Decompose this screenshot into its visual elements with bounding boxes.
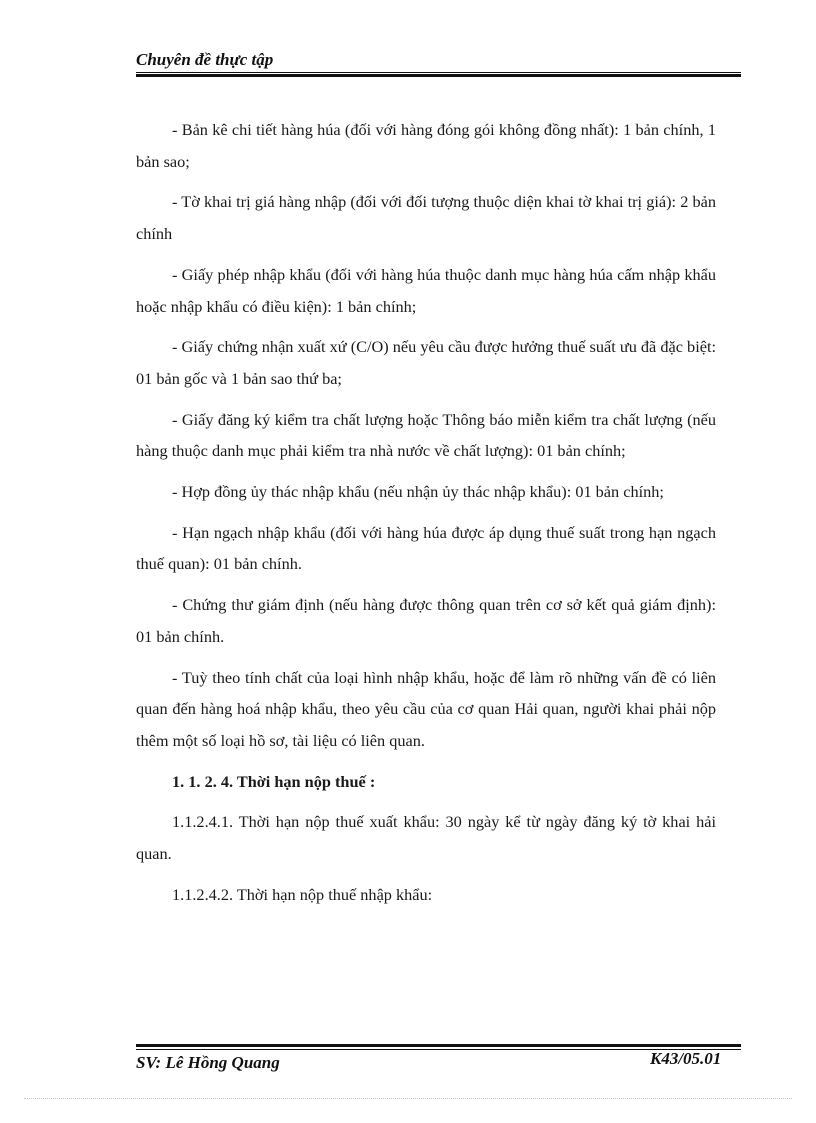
paragraph-entrustment-contract: - Hợp đồng ủy thác nhập khẩu (nếu nhận ủy thác nhập khẩu): 01 bản chính; bbox=[172, 482, 664, 502]
header-rule-thin bbox=[136, 72, 741, 73]
paragraph-additional-documents: - Tuỳ theo tính chất của loại hình nhập khẩu, hoặc để làm rõ những vấn đề có liên quan đến hàng hoá nhập khẩu, theo yêu cầu của cơ quan Hải quan, người khai phải nộp thêm một số loại hồ sơ, tài liệu có liên quan. bbox=[136, 667, 716, 750]
paragraph-import-license: - Giấy phép nhập khẩu (đối với hàng húa thuộc danh mục hàng húa cấm nhập khẩu hoặc nhập khẩu có điều kiện): 1 bản chính; bbox=[136, 264, 716, 316]
subsection-import-deadline: 1.1.2.4.2. Thời hạn nộp thuế nhập khẩu: bbox=[172, 884, 433, 904]
paragraph-value-declaration: - Tờ khai trị giá hàng nhập (đối với đối tượng thuộc diện khai tờ khai trị giá): 2 bản chính bbox=[136, 192, 716, 244]
subsection-export-deadline: 1.1.2.4.1. Thời hạn nộp thuế xuất khẩu: 30 ngày kể từ ngày đăng ký tờ khai hải quan. bbox=[136, 812, 716, 864]
paragraph-quality-inspection: - Giấy đăng ký kiểm tra chất lượng hoặc Thông báo miễn kiểm tra chất lượng (nếu hàng thuộc danh mục phải kiểm tra nhà nước về chất lượng): 01 bản chính; bbox=[136, 409, 716, 461]
footer-student-name: SV: Lê Hồng Quang bbox=[136, 1053, 280, 1072]
footer-rule-thick bbox=[136, 1044, 741, 1047]
page-bottom-dotted-line bbox=[24, 1098, 792, 1099]
page-header-title: Chuyên đề thực tập bbox=[136, 50, 274, 69]
document-body bbox=[136, 114, 716, 919]
paragraph-import-quota: - Hạn ngạch nhập khẩu (đối với hàng húa được áp dụng thuế suất trong hạn ngạch thuế quan): 01 bản chính. bbox=[136, 522, 716, 574]
section-heading: 1. 1. 2. 4. Thời hạn nộp thuế : bbox=[172, 771, 376, 791]
header-rule-thick bbox=[136, 74, 741, 77]
paragraph-inspection-certificate: - Chứng thư giám định (nếu hàng được thông quan trên cơ sở kết quả giám định): 01 bản chính. bbox=[136, 595, 716, 646]
footer-class-code: K43/05.01 bbox=[650, 1049, 722, 1068]
paragraph-certificate-of-origin: - Giấy chứng nhận xuất xứ (C/O) nếu yêu cầu được hưởng thuế suất ưu đã đặc biệt: 01 bản gốc và 1 bản sao thứ ba; bbox=[136, 337, 716, 388]
paragraph-item-list: - Bản kê chi tiết hàng húa (đối với hàng đóng gói không đồng nhất): 1 bản chính, 1 bản sao; bbox=[136, 120, 716, 171]
